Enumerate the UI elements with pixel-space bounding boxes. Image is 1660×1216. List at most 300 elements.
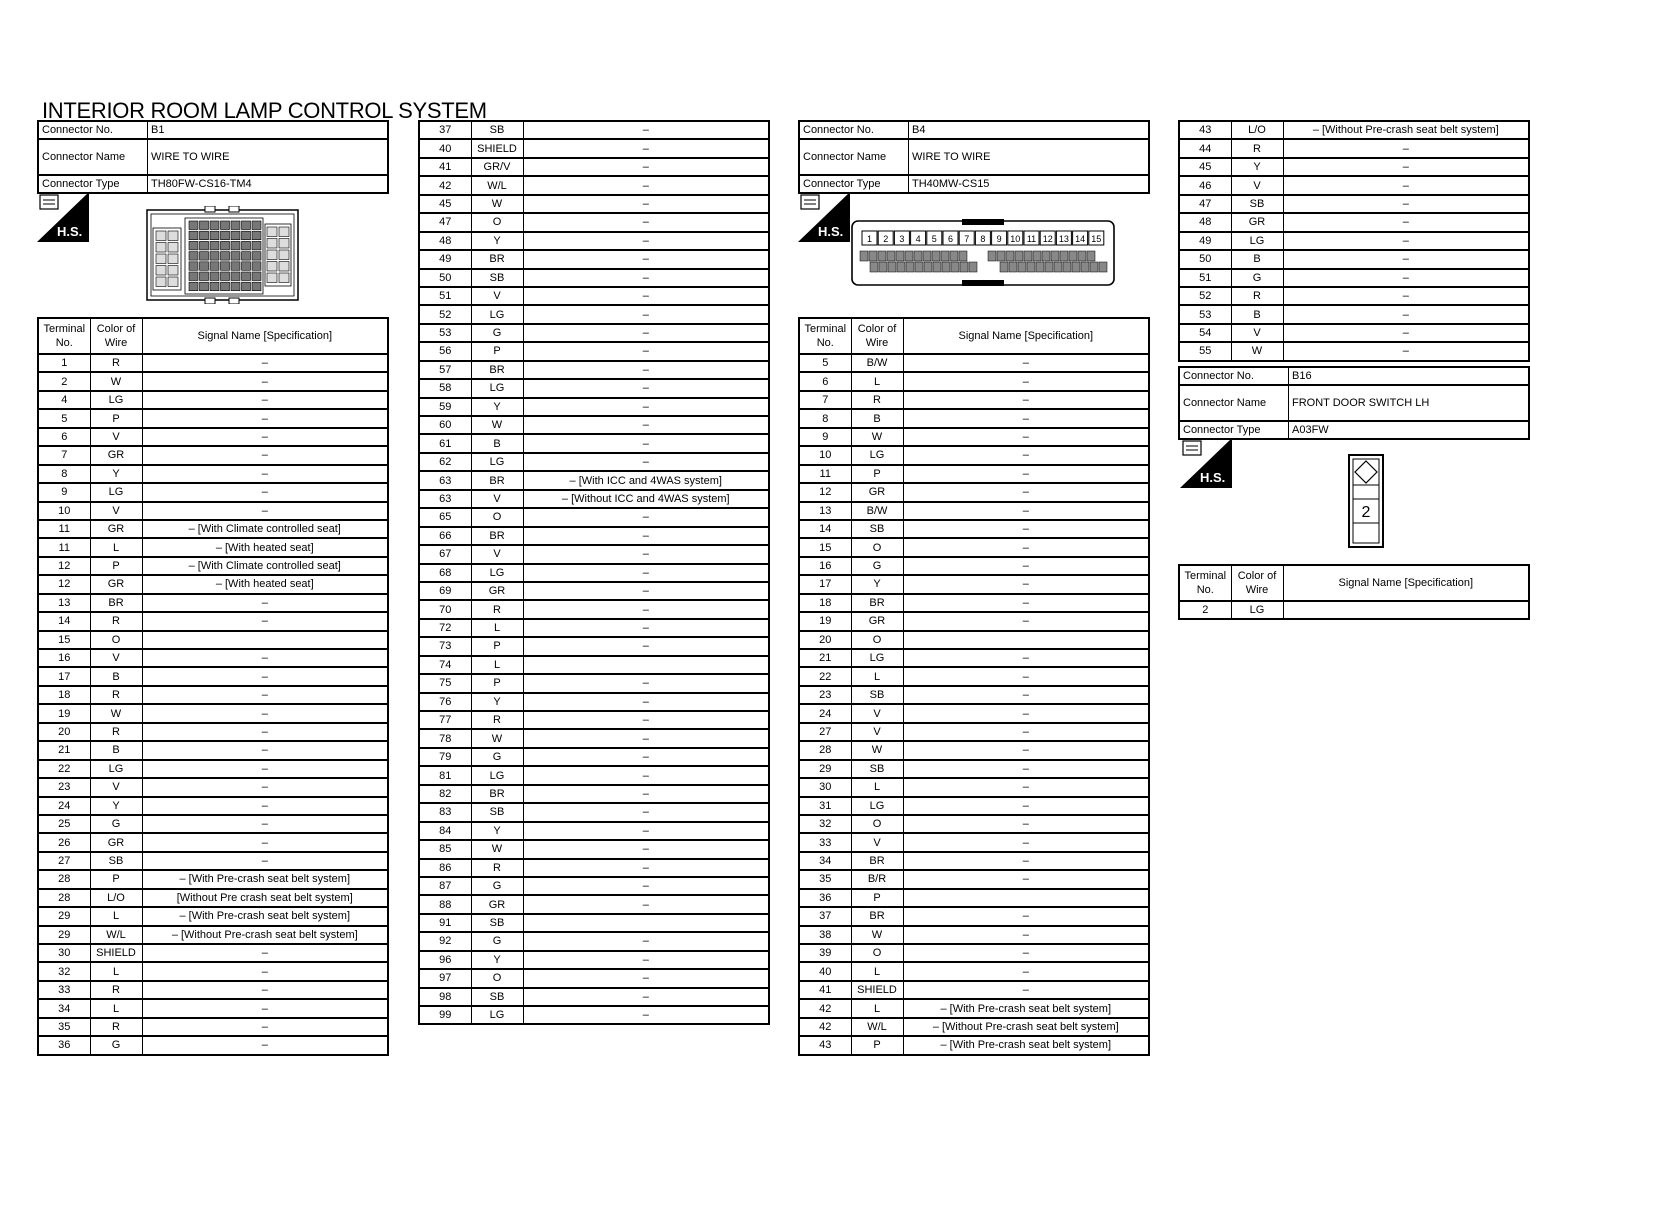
- signal-cell: –: [1283, 158, 1529, 176]
- color-cell: LG: [1231, 232, 1283, 250]
- signal-cell: –: [1283, 324, 1529, 342]
- small-pin: [933, 262, 941, 272]
- signal-cell: –: [142, 409, 388, 427]
- color-cell: R: [1231, 139, 1283, 157]
- color-cell: P: [90, 557, 142, 575]
- small-pin: [1072, 262, 1080, 272]
- color-cell: P: [471, 674, 523, 692]
- signal-cell: –: [523, 582, 769, 600]
- table-row: [799, 741, 1149, 759]
- color-cell: B: [851, 409, 903, 427]
- color-cell: L: [851, 372, 903, 390]
- connector-diagram-b4: [850, 217, 1116, 289]
- signal-cell: –: [523, 803, 769, 821]
- color-cell: L: [851, 999, 903, 1017]
- signal-cell: –: [523, 822, 769, 840]
- terminal-header: Terminal No.: [799, 318, 851, 354]
- table-row: [799, 483, 1149, 501]
- color-cell: Y: [1231, 158, 1283, 176]
- small-pin: [279, 227, 289, 237]
- terminal-cell: 45: [419, 195, 471, 213]
- terminal-cell: 30: [799, 778, 851, 796]
- table-row: [799, 686, 1149, 704]
- table-row: [38, 797, 388, 815]
- table-row: [419, 139, 769, 157]
- terminal-cell: 12: [38, 575, 90, 593]
- table-row: [419, 656, 769, 674]
- small-pin: [221, 252, 230, 261]
- table-row: [1179, 305, 1529, 323]
- color-cell: V: [471, 287, 523, 305]
- color-cell: GR/V: [471, 158, 523, 176]
- signal-cell: –: [523, 416, 769, 434]
- signal-cell: –: [903, 778, 1149, 796]
- small-pin: [231, 252, 240, 261]
- color-cell: V: [851, 833, 903, 851]
- table-row: [419, 582, 769, 600]
- color-cell: SB: [471, 914, 523, 932]
- table-row: [799, 981, 1149, 999]
- color-cell: O: [851, 538, 903, 556]
- color-cell: V: [471, 490, 523, 508]
- terminal-cell: 48: [419, 232, 471, 250]
- terminal-cell: 83: [419, 803, 471, 821]
- terminal-cell: 50: [419, 269, 471, 287]
- color-cell: B/W: [851, 354, 903, 372]
- small-pin: [156, 243, 166, 253]
- color-cell: P: [851, 465, 903, 483]
- pin-label: 2: [883, 234, 889, 244]
- table-row: [38, 907, 388, 925]
- table-row: [1179, 139, 1529, 157]
- terminal-cell: 92: [419, 932, 471, 950]
- small-pin: [200, 241, 209, 250]
- terminal-cell: 33: [799, 833, 851, 851]
- connector-type-label: Connector Type: [1179, 421, 1289, 439]
- terminal-cell: 19: [799, 612, 851, 630]
- connector-diagram-b16: [1347, 453, 1385, 549]
- color-cell: LG: [1231, 601, 1283, 619]
- pin-label: 10: [1010, 234, 1021, 244]
- color-cell: W: [851, 428, 903, 446]
- small-pin: [1069, 251, 1077, 261]
- table-row: [419, 158, 769, 176]
- signal-cell: –: [903, 372, 1149, 390]
- signal-cell: –: [142, 1018, 388, 1036]
- terminal-cell: 19: [38, 704, 90, 722]
- table-row: [799, 520, 1149, 538]
- table-row: [799, 962, 1149, 980]
- pin-label: 15: [1091, 234, 1102, 244]
- terminal-cell: 2: [38, 372, 90, 390]
- color-cell: BR: [471, 361, 523, 379]
- signal-cell: –: [523, 342, 769, 360]
- color-cell: G: [471, 324, 523, 342]
- table-row: [38, 372, 388, 390]
- connector-no-value: B4: [909, 121, 1150, 139]
- signal-cell: –: [142, 1036, 388, 1054]
- table-row: [38, 520, 388, 538]
- table-row: [419, 564, 769, 582]
- terminal-cell: 54: [1179, 324, 1231, 342]
- pin-label: 7: [964, 234, 970, 244]
- signal-cell: –: [142, 372, 388, 390]
- signal-cell: – [Without Pre-crash seat belt system]: [903, 1018, 1149, 1036]
- signal-cell: –: [903, 815, 1149, 833]
- signal-cell: –: [903, 852, 1149, 870]
- signal-cell: –: [523, 729, 769, 747]
- color-cell: LG: [90, 760, 142, 778]
- small-pin: [252, 262, 261, 271]
- pin-label: 8: [980, 234, 986, 244]
- small-pin: [1006, 251, 1014, 261]
- terminal-cell: 65: [419, 508, 471, 526]
- table-row: [419, 453, 769, 471]
- color-cell: LG: [471, 766, 523, 784]
- signal-cell: –: [903, 667, 1149, 685]
- small-pin: [168, 243, 178, 253]
- signal-cell: –: [523, 453, 769, 471]
- color-cell: V: [471, 545, 523, 563]
- color-cell: R: [471, 859, 523, 877]
- signal-cell: –: [903, 833, 1149, 851]
- table-row: [799, 465, 1149, 483]
- color-cell: L: [471, 656, 523, 674]
- small-pin: [941, 251, 949, 261]
- color-cell: G: [90, 815, 142, 833]
- color-cell: O: [851, 815, 903, 833]
- small-pin: [252, 282, 261, 291]
- small-pin: [210, 282, 219, 291]
- table-row: [419, 969, 769, 987]
- small-pin: [252, 231, 261, 240]
- table-row: [419, 379, 769, 397]
- small-pin: [210, 241, 219, 250]
- pin-label: 6: [947, 234, 954, 244]
- table-row: [1179, 342, 1529, 360]
- table-row: [419, 619, 769, 637]
- small-pin: [252, 221, 261, 230]
- signal-cell: –: [142, 999, 388, 1017]
- small-pin: [200, 272, 209, 281]
- color-cell: P: [851, 1036, 903, 1054]
- table-row: [38, 778, 388, 796]
- signal-cell: –: [1283, 195, 1529, 213]
- signal-cell: –: [142, 667, 388, 685]
- terminal-cell: 13: [799, 502, 851, 520]
- small-pin: [924, 262, 932, 272]
- color-cell: V: [90, 778, 142, 796]
- signal-cell: –: [1283, 139, 1529, 157]
- harness-side-icon: [37, 192, 89, 242]
- table-row: [799, 372, 1149, 390]
- connector-type-value: A03FW: [1289, 421, 1530, 439]
- terminal-cell: 23: [799, 686, 851, 704]
- terminal-cell: 63: [419, 471, 471, 489]
- table-row: [38, 815, 388, 833]
- color-cell: G: [1231, 269, 1283, 287]
- b16-terminal-label: 2: [1361, 504, 1371, 521]
- harness-side-icon: [1180, 438, 1232, 488]
- terminal-cell: 87: [419, 877, 471, 895]
- color-header: Color of Wire: [1231, 565, 1283, 601]
- small-pin: [231, 282, 240, 291]
- signal-cell: –: [523, 269, 769, 287]
- table-row: [1179, 121, 1529, 139]
- color-cell: GR: [1231, 213, 1283, 231]
- table-row: [38, 704, 388, 722]
- signal-cell: –: [523, 195, 769, 213]
- signal-cell: – [With Pre-crash seat belt system]: [142, 870, 388, 888]
- pin-label: 9: [996, 234, 1002, 244]
- table-row: [799, 1036, 1149, 1054]
- signal-cell: –: [142, 741, 388, 759]
- signal-cell: –: [903, 465, 1149, 483]
- table-row: [799, 778, 1149, 796]
- color-cell: Y: [851, 575, 903, 593]
- terminal-cell: 43: [1179, 121, 1231, 139]
- color-cell: B: [1231, 305, 1283, 323]
- terminal-cell: 58: [419, 379, 471, 397]
- small-pin: [221, 241, 230, 250]
- table-row: [38, 538, 388, 556]
- terminal-cell: 38: [799, 926, 851, 944]
- signal-cell: –: [523, 951, 769, 969]
- signal-cell: –: [1283, 287, 1529, 305]
- table-row: [419, 1006, 769, 1024]
- small-pin: [242, 221, 251, 230]
- terminal-cell: 39: [799, 944, 851, 962]
- terminal-cell: 34: [799, 852, 851, 870]
- table-row: [38, 594, 388, 612]
- color-header: Color of Wire: [851, 318, 903, 354]
- terminal-cell: 59: [419, 398, 471, 416]
- small-pin: [959, 251, 967, 261]
- color-cell: P: [851, 889, 903, 907]
- table-row: [799, 538, 1149, 556]
- signal-cell: –: [523, 600, 769, 618]
- terminal-cell: 56: [419, 342, 471, 360]
- table-row: [799, 926, 1149, 944]
- signal-cell: –: [903, 981, 1149, 999]
- signal-cell: –: [142, 815, 388, 833]
- small-pin: [231, 231, 240, 240]
- color-cell: LG: [851, 797, 903, 815]
- terminal-cell: 21: [38, 741, 90, 759]
- terminal-cell: 43: [799, 1036, 851, 1054]
- signal-cell: –: [1283, 250, 1529, 268]
- table-row: [799, 797, 1149, 815]
- signal-cell: –: [903, 612, 1149, 630]
- connector-type-value: TH40MW-CS15: [909, 175, 1150, 193]
- terminal-cell: 55: [1179, 342, 1231, 360]
- color-cell: B: [90, 667, 142, 685]
- color-cell: G: [471, 748, 523, 766]
- small-pin: [210, 252, 219, 261]
- table-row: [419, 269, 769, 287]
- color-cell: V: [1231, 176, 1283, 194]
- table-row: [38, 741, 388, 759]
- small-pin: [168, 277, 178, 287]
- signal-cell: –: [903, 649, 1149, 667]
- terminal-cell: 16: [799, 557, 851, 575]
- signal-cell: –: [523, 232, 769, 250]
- color-cell: BR: [471, 471, 523, 489]
- small-pin: [242, 262, 251, 271]
- table-row: [38, 1036, 388, 1054]
- signal-cell: –: [142, 833, 388, 851]
- table-row: [799, 833, 1149, 851]
- small-pin: [210, 221, 219, 230]
- pin-label: 3: [899, 234, 905, 244]
- signal-cell: –: [903, 962, 1149, 980]
- connector-diagram-b1: [145, 206, 300, 304]
- signal-cell: –: [903, 557, 1149, 575]
- table-row: [419, 250, 769, 268]
- signal-cell: –: [523, 988, 769, 1006]
- terminal-cell: 42: [799, 999, 851, 1017]
- table-row: [419, 693, 769, 711]
- terminal-cell: 23: [38, 778, 90, 796]
- signal-cell: – [Without Pre-crash seat belt system]: [142, 926, 388, 944]
- terminal-cell: 6: [799, 372, 851, 390]
- terminal-cell: 28: [38, 870, 90, 888]
- signal-cell: –: [523, 674, 769, 692]
- signal-cell: – [With heated seat]: [142, 538, 388, 556]
- table-row: [799, 760, 1149, 778]
- terminal-cell: 51: [419, 287, 471, 305]
- color-cell: LG: [90, 483, 142, 501]
- signal-cell: –: [142, 446, 388, 464]
- signal-cell: –: [903, 926, 1149, 944]
- color-cell: GR: [851, 483, 903, 501]
- table-row: [799, 354, 1149, 372]
- color-cell: R: [90, 1018, 142, 1036]
- small-pin: [168, 231, 178, 241]
- table-row: [38, 944, 388, 962]
- signal-cell: –: [523, 766, 769, 784]
- table-row: [38, 649, 388, 667]
- terminal-cell: 75: [419, 674, 471, 692]
- color-cell: LG: [471, 1006, 523, 1024]
- terminal-cell: 40: [799, 962, 851, 980]
- terminal-cell: 98: [419, 988, 471, 1006]
- signal-cell: –: [523, 361, 769, 379]
- table-row: [38, 889, 388, 907]
- small-pin: [267, 262, 277, 272]
- terminal-cell: 22: [799, 667, 851, 685]
- small-pin: [210, 272, 219, 281]
- color-cell: B: [90, 741, 142, 759]
- terminal-cell: 14: [38, 612, 90, 630]
- small-pin: [997, 251, 1005, 261]
- table-row: [1179, 158, 1529, 176]
- table-row: [799, 852, 1149, 870]
- signal-cell: –: [142, 962, 388, 980]
- terminal-header: Terminal No.: [38, 318, 90, 354]
- terminal-cell: 42: [799, 1018, 851, 1036]
- small-pin: [231, 262, 240, 271]
- table-row: [38, 926, 388, 944]
- signal-cell: –: [142, 502, 388, 520]
- small-pin: [279, 262, 289, 272]
- small-pin: [252, 241, 261, 250]
- connector-no-label: Connector No.: [38, 121, 148, 139]
- terminal-cell: 41: [799, 981, 851, 999]
- color-cell: R: [471, 711, 523, 729]
- hs-label: H.S.: [818, 224, 844, 239]
- table-row: [799, 944, 1149, 962]
- table-row: [799, 667, 1149, 685]
- small-pin: [1042, 251, 1050, 261]
- table-row: [799, 815, 1149, 833]
- color-cell: R: [90, 354, 142, 372]
- connector-name-value: WIRE TO WIRE: [909, 139, 1150, 175]
- small-pin: [221, 231, 230, 240]
- color-cell: SB: [851, 686, 903, 704]
- small-pin: [200, 221, 209, 230]
- terminal-cell: 63: [419, 490, 471, 508]
- table-row: [419, 121, 769, 139]
- terminal-cell: 40: [419, 139, 471, 157]
- pin-label: 14: [1075, 234, 1086, 244]
- terminal-cell: 1: [38, 354, 90, 372]
- signal-cell: –: [523, 213, 769, 231]
- color-cell: W/L: [471, 176, 523, 194]
- terminal-cell: 28: [38, 889, 90, 907]
- small-pin: [189, 221, 198, 230]
- table-row: [419, 232, 769, 250]
- terminal-cell: 27: [799, 723, 851, 741]
- table-row: [799, 409, 1149, 427]
- table-row: [419, 416, 769, 434]
- small-pin: [210, 231, 219, 240]
- table-row: [419, 527, 769, 545]
- hs-label: H.S.: [57, 224, 83, 239]
- small-pin: [242, 241, 251, 250]
- terminal-cell: 12: [799, 483, 851, 501]
- signal-cell: –: [1283, 232, 1529, 250]
- table-row: [419, 748, 769, 766]
- signal-cell: –: [142, 649, 388, 667]
- color-cell: LG: [90, 391, 142, 409]
- color-cell: R: [90, 612, 142, 630]
- signal-cell: [Without Pre crash seat belt system]: [142, 889, 388, 907]
- table-row: [38, 465, 388, 483]
- signal-cell: –: [523, 785, 769, 803]
- connector-type-label: Connector Type: [799, 175, 909, 193]
- connector-no-label: Connector No.: [799, 121, 909, 139]
- small-pin: [923, 251, 931, 261]
- terminal-cell: 18: [38, 686, 90, 704]
- terminal-cell: 88: [419, 895, 471, 913]
- color-cell: LG: [851, 446, 903, 464]
- signal-cell: [523, 656, 769, 674]
- color-cell: SB: [851, 520, 903, 538]
- color-cell: W: [471, 195, 523, 213]
- signal-cell: –: [523, 545, 769, 563]
- signal-cell: –: [523, 693, 769, 711]
- terminal-cell: 24: [38, 797, 90, 815]
- signal-cell: –: [1283, 342, 1529, 360]
- table-row: [419, 508, 769, 526]
- signal-cell: [142, 631, 388, 649]
- color-cell: L: [851, 667, 903, 685]
- signal-cell: –: [523, 877, 769, 895]
- harness-side-icon: [798, 192, 850, 242]
- terminal-cell: 17: [799, 575, 851, 593]
- color-cell: GR: [90, 833, 142, 851]
